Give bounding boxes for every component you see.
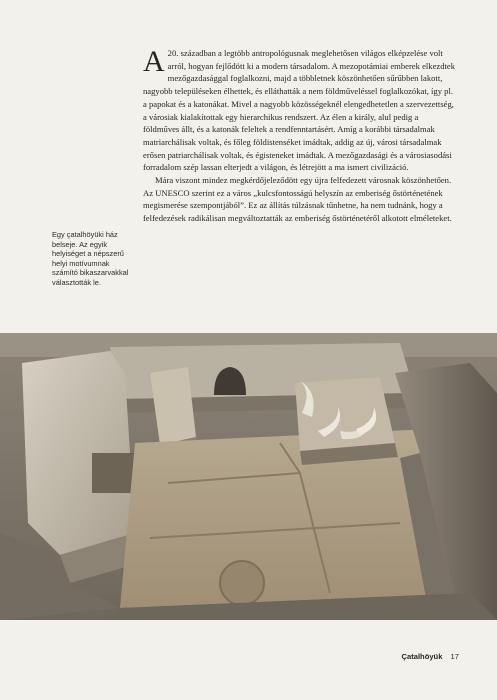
running-title: Çatalhöyük (401, 652, 443, 661)
page-number: 17 (450, 652, 459, 661)
excavation-photo-illustration (0, 333, 497, 620)
page-footer (401, 652, 459, 661)
article-paragraph-2: Mára viszont mindez megkérdőjeleződött egy újra felfedezett városnak köszönhetően. Az UNESCO szerint ez a város „kulcsfontosságú helyszín az emberiség őstörténetének megismerése szempontjából”. Ez az állítás túlzásnak tűnhetne, ha nem tudnánk, hogy a felfedezések radikálisan megváltoztatták az emberiség őstörténetéről alkotott elméleteket. (143, 175, 452, 224)
article-body (143, 47, 455, 225)
photo-caption: Egy çatalhöyüki ház belseje. Az egyik helyiséget a népszerű helyi motívumnak számító bikaszarvakkal választották le. (52, 230, 129, 287)
paragraph-1-text: 20. században a legtöbb antropológusnak meglehetősen világos elképzelése volt arról, hogyan fejlődött ki a modern társadalom. A mezopotámiai emberek elkezdtek mezőgazdasággal foglalkozni, majd a többletnek köszönhetően sűrűbben lakott, nagyobb településeken élhettek, és elláthatták a nem földműveléssel foglalkozókat, így pl. a papokat és a katonákat. Mivel a nagyobb közösségeknél elengedhetetlen a szervezettség, a városiak kialakítottak egy hierarchikus rendszert. Az élen a király, alul pedig a földműves állt, és a katonák feleltek a rendfenntartásért. Amíg a korábbi társadalmak matriarchálisak voltak, és főleg földistenséket imádtak, addig az új, városi társadalmak erősen patriarchálisak voltak, és égisteneket imádtak. A mezőgazdasági és a városiasodási forradalom szép lassan elterjedt a világon, és létrejött a ma ismert civilizáció. (143, 48, 455, 173)
drop-cap: A (143, 45, 165, 78)
article-paragraph-1 (143, 47, 455, 174)
excavation-photo (0, 333, 497, 620)
